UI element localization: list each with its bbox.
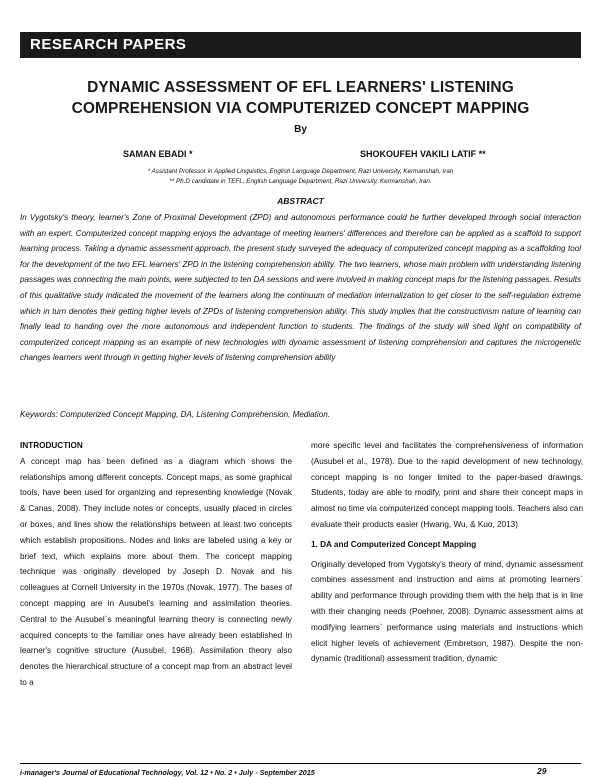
- section-banner: [20, 32, 581, 58]
- affiliation-2: ** Ph.D candidate in TEFL, English Language Department, Razi University, Kermanshah, Iran.: [169, 178, 432, 185]
- right-column: [311, 438, 583, 667]
- right-paragraph-1: more specific level and facilitates the comprehensiveness of information (Ausubel et al., 1978). Due to the rapid development of new technology, concept mapping is no longer limited to the paper-based drawings. Students, today are able to modify, print and share their concept maps in almost no time via computerized concept mapping tools. Teachers also can evaluate their products easier (Hwang, Wu, & Kuo, 2013): [311, 441, 583, 529]
- author-2: SHOKOUFEH VAKILI LATIF **: [360, 149, 486, 159]
- section-1-heading: 1. DA and Computerized Concept Mapping: [311, 539, 477, 549]
- intro-heading: INTRODUCTION: [20, 441, 83, 450]
- abstract-heading: ABSTRACT: [277, 196, 324, 206]
- footer-journal: i-manager's Journal of Educational Technology, Vol. 12 • No. 2 • July - September 2015: [20, 768, 315, 777]
- left-column: [20, 438, 292, 691]
- right-paragraph-2: Originally developed from Vygotsky's theory of mind, dynamic assessment combines assessment and instruction and aims at promoting learners` ability and performance through providing them with the help that is in line with their changing needs (Poehner, 2008). Dynamic assessment aims at modifying learners` performance using materials and instructions which elicit higher levels of achievement (Embretson, 1987). Despite the non-dynamic (traditional) assessment tradition, dynamic: [311, 559, 583, 664]
- banner-label: RESEARCH PAPERS: [30, 36, 187, 53]
- title-line-2: COMPREHENSION VIA COMPUTERIZED CONCEPT MAPPING: [71, 100, 530, 117]
- title-line-1: DYNAMIC ASSESSMENT OF EFL LEARNERS' LISTENING: [87, 79, 514, 96]
- intro-paragraph: A concept map has been defined as a diagram which shows the relationships among different concepts. Concept maps, as some graphical tools, have been used for organizing and representing knowledge (Novak & Canas, 2008). They include notes or concepts, usually placed in circles or boxes, and lines show the relationships between at least two concepts which establish propositions. Nodes and links are labeled using a key or brief text, which explains more about them. The concept mapping technique was originally developed by Joseph D. Novak and his colleagues at Cornell University in the 1970s (Novak, 1977). The bases of concept mapping are in Ausubel's learning and assimilation theories. Central to the Ausubel`s meaningful learning theory is connecting newly acquired concepts to the familiar ones have already been established in learner's cognitive structure (Ausubel, 1968). Assimilation theory also denotes the hierarchical structure of a concept map from an abstract level to a: [20, 456, 292, 687]
- by-label: By: [294, 124, 307, 135]
- footer-divider: [20, 763, 581, 764]
- keywords: Keywords: Computerized Concept Mapping, DA, Listening Comprehension, Mediation.: [20, 410, 330, 419]
- page-number: 29: [537, 766, 547, 776]
- author-1: SAMAN EBADI *: [123, 149, 193, 159]
- affiliation-1: * Assistant Professor in Applied Linguistics, English Language Department, Razi University, Kermanshah, Iran: [147, 168, 454, 175]
- abstract-text: In Vygotsky's theory, learner's Zone of Proximal Development (ZPD) and autonomous performance could be further developed through social interaction with an expert. Computerized concept mapping enjoys the advantage of meeting learners' differences and therefore can be applied as a scaffold to support learning process. Taking a dynamic assessment approach, the present study surveyed the adequacy of computerized concept mapping as a scaffolding tool for the development of the two EFL learners' ZPD in the listening comprehension ability. The two learners, whose main problem with understanding listening passages was connecting the main points, were subjected to ten DA sessions and were involved in making concept maps for the listening passages. Results of this qualitative study indicated the movement of the learners along the continuum of mediation internalization to get closer to the self-regulation extreme which in turn denotes their getting higher levels of ZPDs of listening comprehension ability. This study implies that the constructivism nature of learning can finally lead to handing over the more autonomous and independent function to students. The findings of the study will shed light on compatibility of computerized concept mapping as an example of new technologies with dynamic assessment of listening comprehension and captures the microgenetic changes learners went through in getting higher levels of listening comprehension ability: [20, 213, 581, 363]
